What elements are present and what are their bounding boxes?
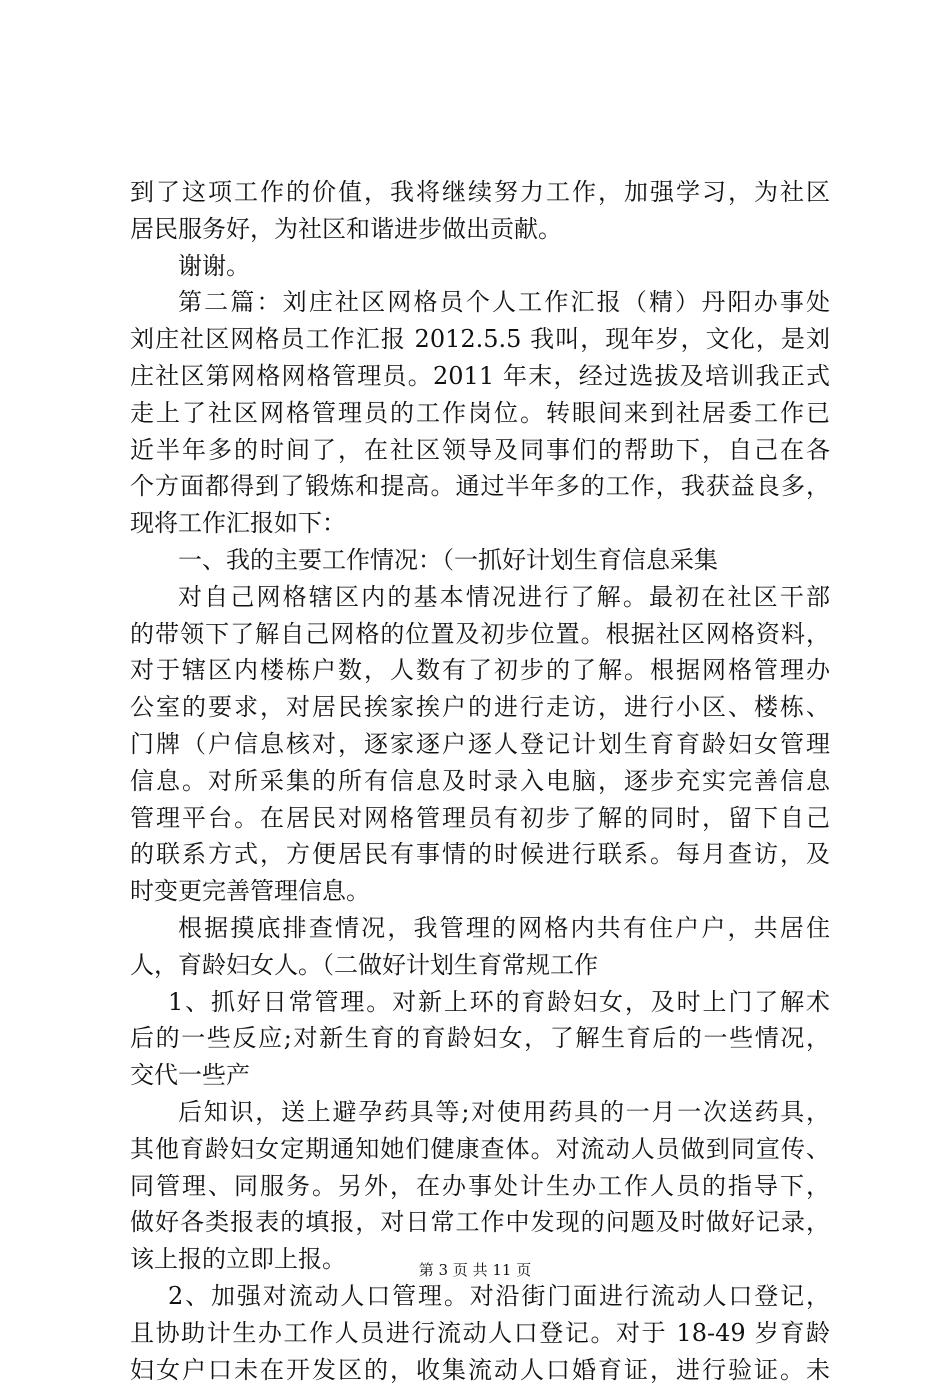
text-line: 的联系方式，方便居民有事情的时候进行联系。每月查访，及 (130, 836, 830, 873)
text-line: 对自己网格辖区内的基本情况进行了解。最初在社区干部 (130, 579, 830, 616)
text-line: 对于辖区内楼栋户数，人数有了初步的了解。根据网格管理办 (130, 652, 830, 689)
body-text (130, 174, 830, 1388)
text-line: 1、抓好日常管理。对新上环的育龄妇女，及时上门了解术 (130, 984, 830, 1021)
text-line: 且协助计生办工作人员进行流动人口登记。对于 18-49 岁育龄 (130, 1315, 830, 1352)
text-line: 后知识，送上避孕药具等;对使用药具的一月一次送药具， (130, 1094, 830, 1131)
text-line: 一、我的主要工作情况：（一抓好计划生育信息采集 (130, 542, 830, 579)
text-line: 人，育龄妇女人。（二做好计划生育常规工作 (130, 947, 830, 984)
text-line: 其他育龄妇女定期通知她们健康查体。对流动人员做到同宣传、 (130, 1131, 830, 1168)
text-line: 时变更完善管理信息。 (130, 873, 830, 910)
text-line: 做好各类报表的填报，对日常工作中发现的问题及时做好记录， (130, 1204, 830, 1241)
text-line: 根据摸底排查情况，我管理的网格内共有住户户，共居住 (130, 910, 830, 947)
page-number-footer: 第 3 页 共 11 页 (0, 1260, 950, 1280)
text-line: 管理平台。在居民对网格管理员有初步了解的同时，留下自己 (130, 800, 830, 837)
text-line: 门牌（户信息核对，逐家逐户逐人登记计划生育育龄妇女管理 (130, 726, 830, 763)
text-line: 该上报的立即上报。 (130, 1241, 830, 1278)
text-line: 近半年多的时间了，在社区领导及同事们的帮助下，自己在各 (130, 432, 830, 469)
text-line: 的带领下了解自己网格的位置及初步位置。根据社区网格资料， (130, 616, 830, 653)
text-line: 妇女户口未在开发区的，收集流动人口婚育证，进行验证。未 (130, 1352, 830, 1388)
text-line: 第二篇：刘庄社区网格员个人工作汇报（精）丹阳办事处 (130, 284, 830, 321)
text-line: 走上了社区网格管理员的工作岗位。转眼间来到社居委工作已 (130, 395, 830, 432)
text-line: 刘庄社区网格员工作汇报 2012.5.5 我叫，现年岁，文化，是刘 (130, 321, 830, 358)
text-line: 交代一些产 (130, 1057, 830, 1094)
text-line: 居民服务好，为社区和谐进步做出贡献。 (130, 211, 830, 248)
text-line: 2、加强对流动人口管理。对沿街门面进行流动人口登记， (130, 1278, 830, 1315)
text-line: 后的一些反应;对新生育的育龄妇女，了解生育后的一些情况， (130, 1020, 830, 1057)
text-line: 公室的要求，对居民挨家挨户的进行走访，进行小区、楼栋、 (130, 689, 830, 726)
text-line: 到了这项工作的价值，我将继续努力工作，加强学习，为社区 (130, 174, 830, 211)
text-line: 个方面都得到了锻炼和提高。通过半年多的工作，我获益良多， (130, 468, 830, 505)
text-line: 现将工作汇报如下： (130, 505, 830, 542)
text-line: 信息。对所采集的所有信息及时录入电脑，逐步充实完善信息 (130, 763, 830, 800)
text-line: 庄社区第网格网格管理员。2011 年末，经过选拔及培训我正式 (130, 358, 830, 395)
text-line: 谢谢。 (130, 248, 830, 285)
text-line: 同管理、同服务。另外，在办事处计生办工作人员的指导下， (130, 1168, 830, 1205)
